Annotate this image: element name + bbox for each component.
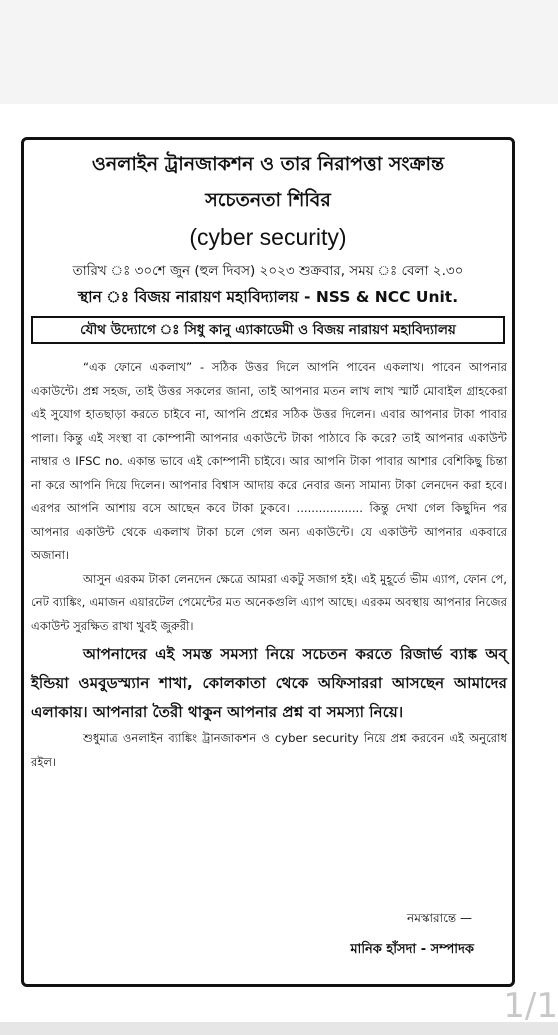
closing-text: নমস্কারান্তে — — [407, 911, 472, 925]
paragraph-2: আসুন এরকম টাকা লেনদেন ক্ষেত্রে আমরা একটু সজাগ হই। এই মুহূর্তে ভীম এ্যাপ, ফোন পে, নেট ব্যাঙ্কিং, এমাজন এয়ারটেল পেমেন্টের মত অনেকগুলি এ্যাপ আছে। এরকম অবস্থায় আপনার নিজের একাউন্ট সুরক্ষিত রাখা খুবই জুরুরী। — [31, 571, 507, 633]
notice-body — [31, 356, 507, 774]
viewer-top-area — [0, 0, 558, 104]
date-line: তারিখ ঃ ৩০শে জুন (হুল দিবস) ২০২৩ শুক্রবার, সময় ঃ বেলা ২.৩০ — [72, 263, 464, 279]
joint-initiative-box: যৌথ উদ্যোগে ঃ সিধু কানু এ্যাকাডেমী ও বিজয় নারায়ণ মহাবিদ্যালয় — [31, 316, 505, 344]
notice-title-line3: (cyber security) — [189, 224, 347, 250]
notice-title-line1: ওনলাইন ট্রানজাকশন ও তার নিরাপত্তা সংক্রান্ত — [91, 153, 445, 175]
paragraph-3: আপনাদের এই সমস্ত সমস্যা নিয়ে সচেতন করতে রিজার্ভ ব্যাঙ্ক অব্ ইন্ডিয়া ওমবুডস্ম্যান শাখা, কোলকাতা থেকে অফিসাররা আসছেন আমাদের এলাকায়। আপনারা তৈরী থাকুন আপনার প্রশ্ন বা সমস্যা নিয়ে। — [31, 645, 507, 721]
paragraph-1: “এক ফোনে একলাখ” - সঠিক উত্তর দিলে আপনি পাবেন একলাখ। পাবেন আপনার একাউন্টে। প্রশ্ন সহজ, তাই উত্তর সকলের জানা, তাই আপনার মতন লাখ লাখ স্মার্ট মোবাইল গ্রাহকেরা এই সুযোগ হাতছাড়া করতে চাইবে না, আপনি প্রশ্নের সঠিক উত্তর দিলেন। এবার আপনার টাকা পাবার পালা। কিন্তু এই সংস্থা বা কোম্পানী আপনার একাউন্টে টাকা পাঠাবে কি করে? তাই আপনার একাউন্ট নাম্বার ও IFSC no. একান্ত ভাবে এই কোম্পানী চাইবে। আর আপনি টাকা পাবার আশার বেশিকিছু চিন্তা না করে আপনি দিয়ে দিলেন। আপনার বিশ্বাস আদায় করে নেবার জন্য সামান্য টাকা লেনদেন করা হবে। এরপর আপনি আশায় বসে আছেন কবে টাকা ঢুকবে। .................. কিন্তু দেখা গেল কিছুদিন পর আপনার একাউন্ট থেকে একলাখ টাকা চলে গেল অন্য একাউন্টে। যে একাউন্ট আপনার একবারে অজানা। — [31, 360, 507, 562]
venue-line: স্থান ঃ বিজয় নারায়ণ মহাবিদ্যালয় - NSS & NCC Unit. — [77, 288, 459, 306]
signature: মানিক হাঁসদা - সম্পাদক — [350, 942, 474, 957]
notice-title-line2: সচেতনতা শিবির — [205, 189, 331, 211]
paragraph-4: শুধুমাত্র ওনলাইন ব্যাঙ্কিং ট্রানজাকশন ও cyber security নিয়ে প্রশ্ন করবেন এই অনুরোধ রইল। — [31, 731, 507, 769]
viewer-bottom-area — [0, 1022, 558, 1035]
page-indicator: 1/1 — [503, 986, 558, 1026]
notice-frame — [21, 137, 515, 987]
